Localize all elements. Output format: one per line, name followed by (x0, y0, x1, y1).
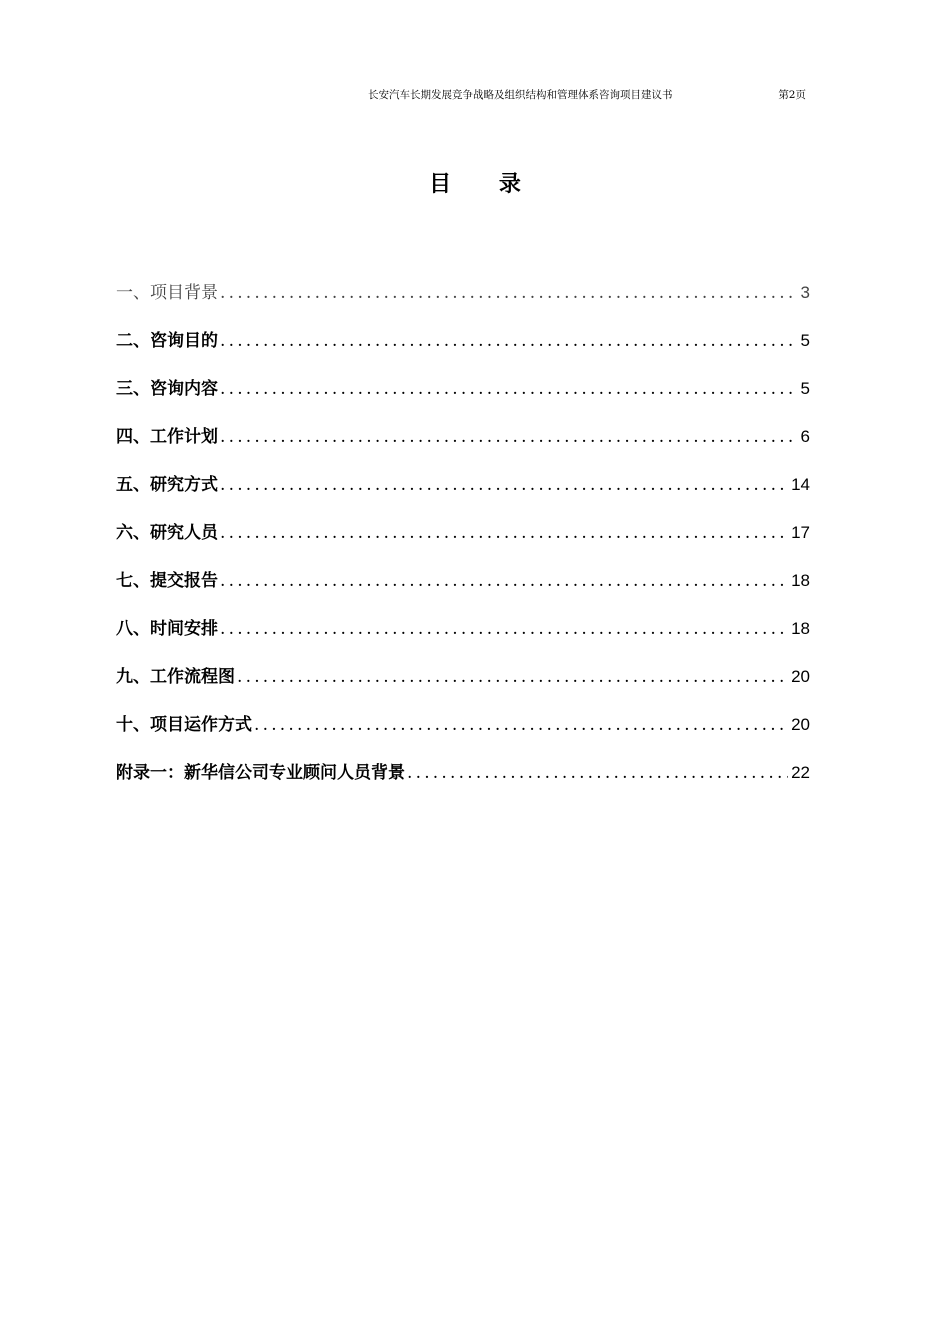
toc-entry-consulting-content[interactable] (116, 374, 810, 422)
toc-entry-page: 20 (791, 667, 810, 686)
toc-entry-workflow-chart[interactable] (116, 662, 810, 710)
toc-entry-operation-mode[interactable] (116, 710, 810, 758)
dot-leader (254, 710, 788, 740)
toc-entry-schedule[interactable] (116, 614, 810, 662)
toc-entry-research-staff[interactable] (116, 518, 810, 566)
toc-entry-page: 18 (791, 619, 810, 638)
toc-entry-research-method[interactable] (116, 470, 810, 518)
dot-leader (220, 470, 788, 500)
toc-entry-consulting-purpose[interactable] (116, 326, 810, 374)
toc-entry-label: 附录一：新华信公司专业顾问人员背景 (116, 763, 405, 783)
dot-leader (407, 758, 788, 788)
toc-entry-project-background[interactable] (116, 278, 810, 326)
toc-title: 目 录 (429, 171, 541, 197)
toc-entry-page: 14 (791, 475, 810, 494)
toc-entry-page: 5 (800, 331, 810, 350)
toc-entry-page: 6 (800, 427, 810, 446)
dot-leader (237, 662, 788, 692)
table-of-contents (116, 278, 810, 806)
toc-entry-work-plan[interactable] (116, 422, 810, 470)
toc-entry-label: 三、咨询内容 (116, 379, 218, 399)
toc-entry-page: 20 (791, 715, 810, 734)
dot-leader (220, 566, 788, 596)
toc-entry-label: 二、咨询目的 (116, 331, 218, 351)
toc-entry-label: 九、工作流程图 (116, 667, 235, 687)
toc-entry-page: 17 (791, 523, 810, 542)
toc-entry-label: 四、工作计划 (116, 427, 218, 447)
toc-entry-page: 18 (791, 571, 810, 590)
dot-leader (220, 422, 798, 452)
toc-entry-page: 3 (800, 283, 810, 302)
toc-entry-label: 八、时间安排 (116, 619, 218, 639)
toc-entry-page: 5 (800, 379, 810, 398)
document-title: 长安汽车长期发展竞争战略及组织结构和管理体系咨询项目建议书 (368, 89, 673, 101)
dot-leader (220, 374, 798, 404)
dot-leader (220, 614, 788, 644)
toc-entry-submitted-reports[interactable] (116, 566, 810, 614)
page-number-label: 第2页 (778, 89, 806, 101)
toc-entry-label: 五、研究方式 (116, 475, 218, 495)
toc-entry-page: 22 (791, 763, 810, 782)
dot-leader (220, 278, 798, 308)
running-header (368, 86, 810, 104)
toc-entry-label: 十、项目运作方式 (116, 715, 252, 735)
dot-leader (220, 326, 798, 356)
dot-leader (220, 518, 788, 548)
toc-entry-label: 一、项目背景 (116, 283, 218, 303)
toc-entry-label: 七、提交报告 (116, 571, 218, 591)
toc-entry-appendix-consultants[interactable] (116, 758, 810, 806)
toc-entry-label: 六、研究人员 (116, 523, 218, 543)
